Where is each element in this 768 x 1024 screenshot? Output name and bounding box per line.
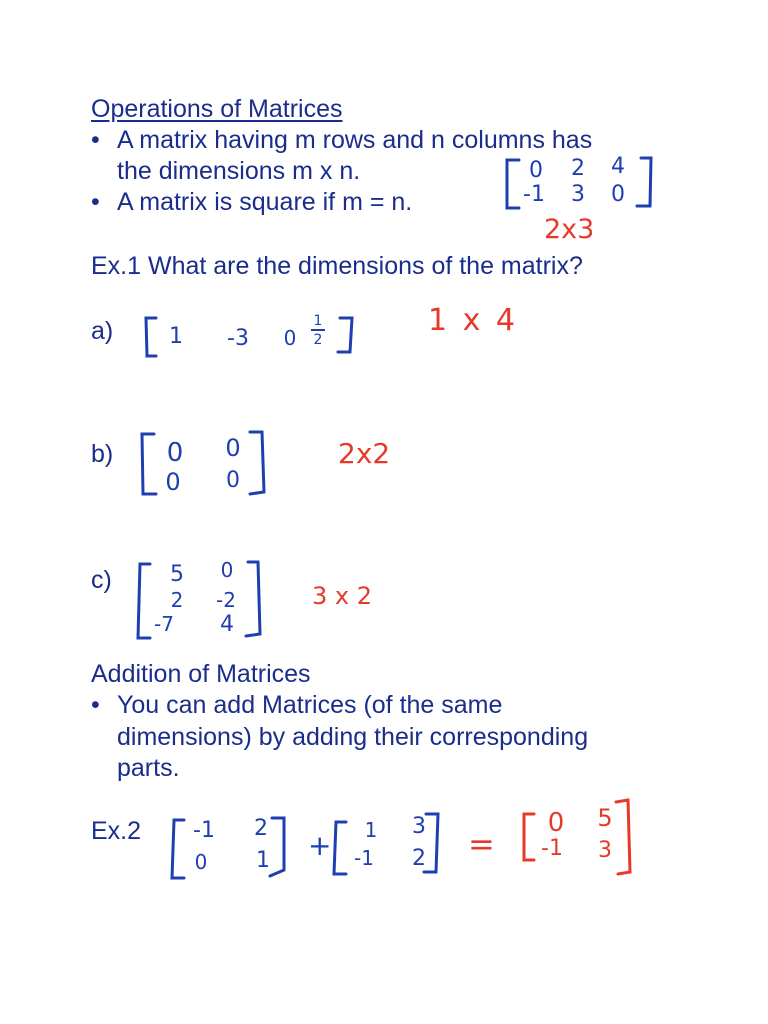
matrix-cell: 0	[225, 434, 241, 462]
matrix-cell: 2	[254, 816, 268, 841]
bullet-addition-line3: parts.	[117, 754, 180, 782]
ex2-matrix-b	[328, 808, 444, 880]
matrix-cell: -1	[523, 182, 545, 207]
matrix-cell: 2	[170, 588, 184, 612]
matrix-cell: 0	[226, 468, 240, 493]
matrix-cell: 0	[220, 558, 234, 582]
ex1-question: Ex.1 What are the dimensions of the matrix?	[91, 252, 583, 280]
bullet-square-line1: A matrix is square if m = n.	[117, 188, 413, 216]
matrix-cell: 0	[165, 468, 181, 496]
fraction-cell	[308, 314, 328, 354]
matrix-cell: 0	[611, 182, 625, 207]
matrix-cell: -3	[227, 326, 249, 351]
matrix-cell: 0	[194, 850, 208, 874]
ex1-answer-a: 1 x 4	[428, 303, 518, 338]
ex1-answer-b: 2x2	[338, 437, 391, 470]
matrix-cell: -1	[193, 818, 215, 843]
ex2-label: Ex.2	[91, 817, 142, 845]
ex1-matrix-a	[142, 312, 362, 362]
matrix-cell: 2	[571, 156, 585, 181]
matrix-cell: -2	[216, 588, 236, 612]
ex1-matrix-c	[134, 556, 264, 644]
matrix-cell: -1	[541, 836, 563, 861]
matrix-cell: 3	[571, 182, 585, 207]
matrix-cell: 1	[169, 324, 183, 349]
matrix-cell: 0	[547, 808, 565, 838]
bullet-dot: •	[91, 126, 100, 154]
matrix-cell: 5	[170, 562, 184, 587]
matrix-cell: 0	[529, 158, 543, 183]
ex1-answer-c: 3 x 2	[312, 582, 372, 610]
matrix-cell: 4	[611, 154, 625, 179]
bullet-dot: •	[91, 691, 100, 719]
example-matrix-2x3	[505, 154, 655, 212]
matrix-cell: 1	[256, 848, 270, 873]
matrix-cell: 3	[412, 814, 426, 839]
matrix-cell: 4	[220, 612, 234, 637]
ex1-label-a: a)	[91, 317, 114, 345]
matrix-brackets	[516, 796, 640, 878]
bullet-dot: •	[91, 188, 100, 216]
fraction-numerator: 1	[313, 313, 323, 329]
bullet-addition-line2: dimensions) by adding their corresponding	[117, 723, 589, 751]
matrix-cell: 0	[166, 438, 184, 468]
ex2-matrix-a	[166, 812, 292, 884]
matrix-cell: 0	[283, 326, 297, 350]
section-title-operations: Operations of Matrices	[91, 95, 343, 123]
bullet-dimensions	[91, 125, 592, 156]
matrix-cell: 3	[598, 838, 612, 863]
matrix-cell: 5	[597, 804, 613, 832]
section-title-addition: Addition of Matrices	[91, 660, 311, 688]
ex1-matrix-b	[140, 428, 270, 500]
bullet-square	[91, 187, 412, 218]
bullet-addition	[91, 690, 502, 721]
bullet-dimensions-line2: the dimensions m x n.	[117, 157, 361, 185]
ex2-result-matrix	[516, 796, 640, 878]
fraction-bar	[311, 329, 325, 331]
ex1-label-c: c)	[91, 566, 112, 594]
plus-sign: +	[308, 829, 332, 862]
fraction-denominator: 2	[313, 332, 323, 348]
equals-sign: =	[468, 825, 495, 863]
matrix-cell: 1	[364, 818, 378, 842]
example-matrix-dims: 2x3	[544, 214, 595, 245]
matrix-cell: -7	[154, 612, 174, 636]
matrix-cell: -1	[354, 846, 374, 870]
ex1-label-b: b)	[91, 440, 114, 468]
bullet-dimensions-line1: A matrix having m rows and n columns has	[117, 126, 593, 154]
matrix-cell: 2	[412, 846, 426, 871]
bullet-addition-line1: You can add Matrices (of the same	[117, 691, 503, 719]
